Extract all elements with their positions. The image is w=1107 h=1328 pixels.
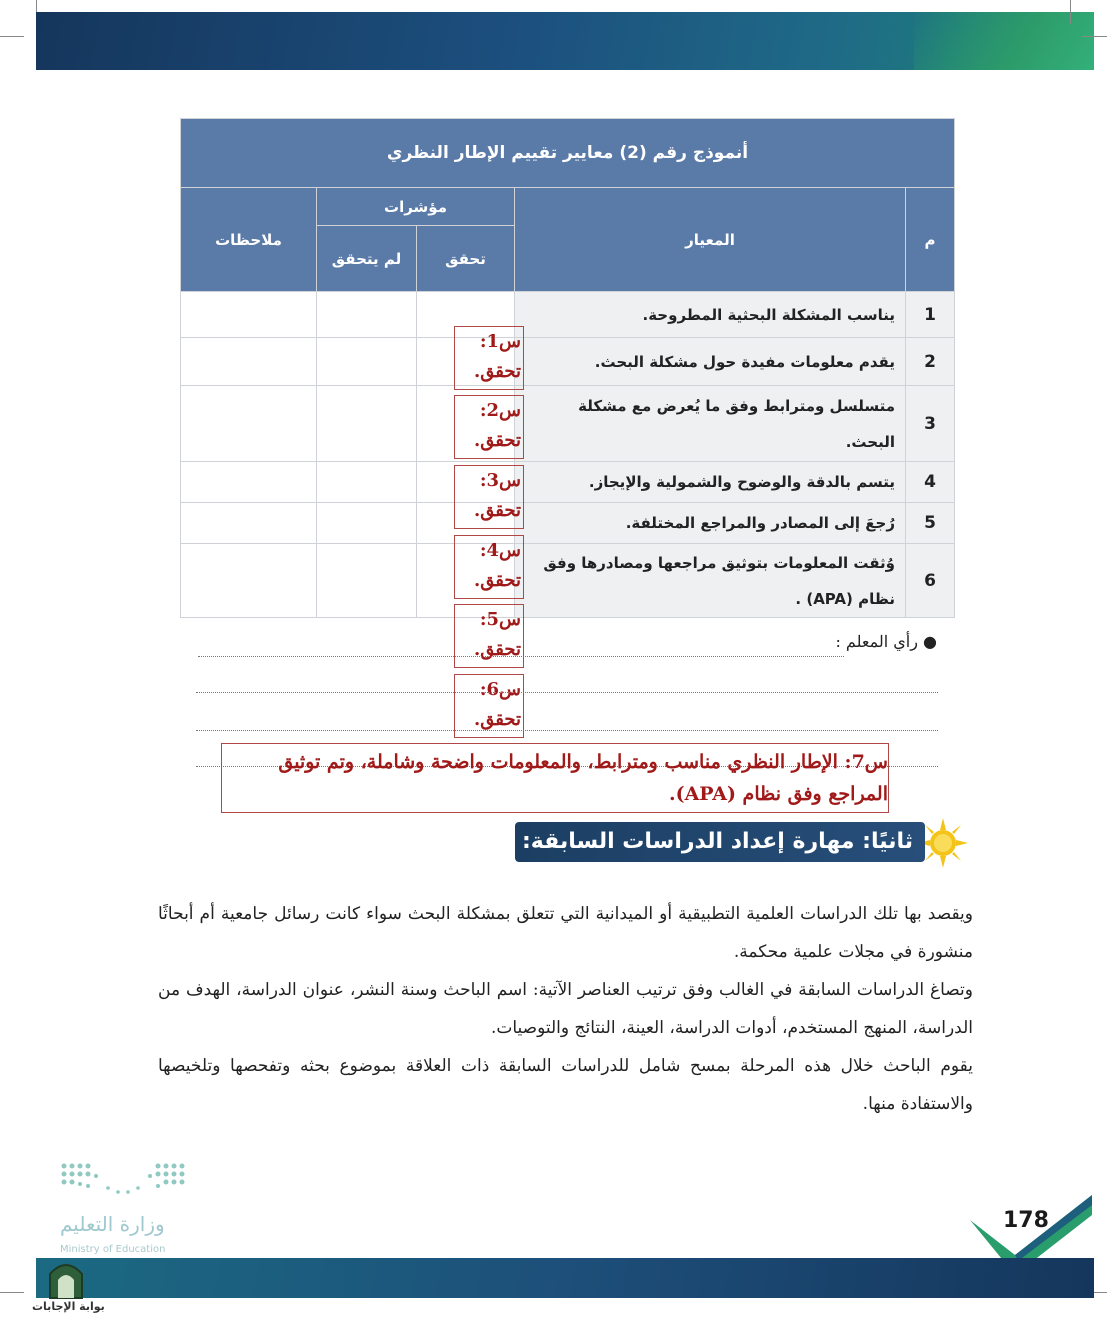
teacher-opinion-label: رأي المعلم : <box>835 632 918 651</box>
table-title: أنموذج رقم (2) معايير تقييم الإطار النظري <box>181 119 955 188</box>
notes-cell <box>181 544 317 618</box>
not-achieved-cell <box>317 462 417 503</box>
crop-mark <box>36 0 37 12</box>
ministry-logo-icon <box>58 1160 190 1202</box>
top-banner <box>36 12 1094 70</box>
not-achieved-cell <box>317 292 417 338</box>
crop-mark <box>0 1292 24 1293</box>
notes-cell <box>181 462 317 503</box>
row-number: 5 <box>906 503 955 544</box>
watermark: بوابة الإجابات <box>32 1300 105 1313</box>
bullet-icon: ● <box>923 632 937 651</box>
bottom-banner <box>36 1258 1094 1298</box>
section-heading: ثانيًا: مهارة إعداد الدراسات السابقة: <box>515 822 925 862</box>
table-row <box>181 292 955 338</box>
header-achieved: تحقق <box>417 226 515 292</box>
answer-value: تحقق. <box>473 500 521 521</box>
row-number: 4 <box>906 462 955 503</box>
row-number: 3 <box>906 386 955 462</box>
answer-box-2 <box>454 395 524 459</box>
top-banner-accent <box>914 12 1094 70</box>
notes-cell <box>181 503 317 544</box>
paragraph-3: يقوم الباحث خلال هذه المرحلة بمسح شامل للدراسات السابقة ذات العلاقة بموضوع بحثه وتفحصها وتلخيصها والاستفادة منها. <box>158 1056 973 1114</box>
answer-label: س2: <box>479 400 521 421</box>
answer-box-3 <box>454 465 524 529</box>
answer-label: س4: <box>479 540 521 561</box>
header-criterion: المعيار <box>515 188 906 292</box>
row-criterion: يناسب المشكلة البحثية المطروحة. <box>515 292 906 338</box>
teacher-opinion <box>835 632 937 651</box>
table-row <box>181 544 955 618</box>
row-number: 1 <box>906 292 955 338</box>
answer-label: س1: <box>479 331 521 352</box>
header-notes: ملاحظات <box>181 188 317 292</box>
notes-cell <box>181 292 317 338</box>
table-row <box>181 462 955 503</box>
dotted-line <box>196 692 938 693</box>
page-number: 178 <box>1003 1208 1049 1233</box>
mosque-icon <box>46 1256 86 1300</box>
dotted-line <box>198 656 844 657</box>
notes-cell <box>181 386 317 462</box>
not-achieved-cell <box>317 386 417 462</box>
sun-icon <box>918 818 968 868</box>
paragraph-2: وتصاغ الدراسات السابقة في الغالب وفق ترتيب العناصر الآتية: اسم الباحث وسنة النشر، عنوان الدراسة، الهدف من الدراسة، المنهج المستخدم، أدوات الدراسة، العينة، النتائج والتوصيات. <box>158 980 973 1038</box>
row-criterion: يقدم معلومات مفيدة حول مشكلة البحث. <box>515 338 906 386</box>
row-criterion: متسلسل ومترابط وفق ما يُعرض مع مشكلة البحث. <box>515 386 906 462</box>
header-not-achieved: لم يتحقق <box>317 226 417 292</box>
answer-box-7: س7: الإطار النظري مناسب ومترابط، والمعلومات واضحة وشاملة، وتم توثيق المراجع وفق نظام (APA). <box>221 743 889 813</box>
answer-label: س6: <box>479 679 521 700</box>
answer-value: تحقق. <box>473 709 521 730</box>
row-criterion: رُجعَ إلى المصادر والمراجع المختلفة. <box>515 503 906 544</box>
answer-box-5 <box>454 604 524 668</box>
header-num: م <box>906 188 955 292</box>
answer-value: تحقق. <box>473 430 521 451</box>
not-achieved-cell <box>317 503 417 544</box>
answer-value: تحقق. <box>473 570 521 591</box>
dotted-line <box>196 730 938 731</box>
header-indicators: مؤشرات <box>317 188 515 226</box>
ministry-name-ar: وزارة التعليم <box>60 1212 165 1236</box>
table-row <box>181 386 955 462</box>
table-row <box>181 503 955 544</box>
answer-value: تحقق. <box>473 639 521 660</box>
row-number: 6 <box>906 544 955 618</box>
answer-label: س5: <box>479 609 521 630</box>
notes-cell <box>181 338 317 386</box>
ministry-name-en: Ministry of Education <box>60 1244 166 1255</box>
criteria-table-container <box>180 118 955 618</box>
answer-box-1 <box>454 326 524 390</box>
answer-box-6 <box>454 674 524 738</box>
answer-label: س3: <box>479 470 521 491</box>
crop-mark <box>1082 36 1107 37</box>
crop-mark <box>1070 0 1071 24</box>
row-number: 2 <box>906 338 955 386</box>
table-row <box>181 338 955 386</box>
criteria-table <box>180 118 955 618</box>
paragraph-1: ويقصد بها تلك الدراسات العلمية التطبيقية أو الميدانية التي تتعلق بمشكلة البحث سواء كانت رسائل جامعية أم أبحاثًا منشورة في مجلات علمية محكمة. <box>158 904 973 962</box>
not-achieved-cell <box>317 338 417 386</box>
row-criterion: يتسم بالدقة والوضوح والشمولية والإيجاز. <box>515 462 906 503</box>
answer-box-4 <box>454 535 524 599</box>
answer-value: تحقق. <box>473 361 521 382</box>
row-criterion: وُثقت المعلومات بتوثيق مراجعها ومصادرها وفق نظام (APA) . <box>515 544 906 618</box>
not-achieved-cell <box>317 544 417 618</box>
crop-mark <box>0 36 24 37</box>
